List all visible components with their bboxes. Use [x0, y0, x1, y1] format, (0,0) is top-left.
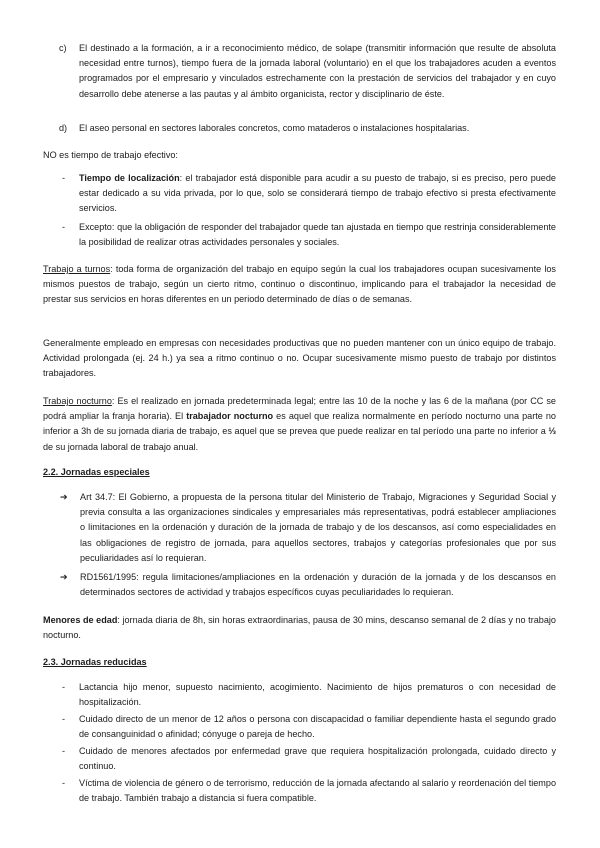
dash-bullet: -: [62, 682, 66, 692]
list-item-text: Art 34.7: El Gobierno, a propuesta de la persona titular del Ministerio de Trabajo, Migraciones y Seguridad Social y previa consulta a las organizaciones sindicales y empresariales más representativas, podrá establecer ampliaciones o limitaciones en la ordenación y duración de la jornada de trabajo y de los descansos, así como especialidades en las obligaciones de registro de jornada, para aquellos sectores, trabajos y categorías profesionales que por sus peculiaridades así lo requieran.: [80, 492, 556, 563]
term-bold: Tiempo de localización: [79, 173, 180, 183]
list-item-text: RD1561/1995: regula limitaciones/ampliaciones en la ordenación y duración de la jornada y de los descansos en determinados sectores de actividad y trabajos específicos cuyas peculiaridades lo requieran.: [80, 572, 556, 598]
arrow-bullet-icon: ➔: [60, 492, 68, 502]
list-item: [43, 712, 556, 742]
list-item-text: Cuidado de menores afectados por enfermedad grave que requiera hospitalización prolongada, cuidado directo y continuo.: [79, 746, 556, 772]
generalmente-paragraph: Generalmente empleado en empresas con necesidades productivas que no pueden mantener con un único equipo de trabajo. Actividad prolongada (ej. 24 h.) ya sea a ritmo continuo o no. Ocupar sucesivamente mismo puesto de trabajo por distintos trabajadores.: [43, 338, 556, 379]
list-item-c: [43, 41, 556, 102]
dash-bullet: -: [62, 714, 66, 724]
list-item-art: [43, 490, 556, 566]
dash-bullet: -: [62, 222, 66, 232]
nocturno-term: Trabajo nocturno: [43, 396, 112, 406]
arrow-bullet-icon: ➔: [60, 572, 68, 582]
dash-bullet: -: [62, 746, 66, 756]
list-item-text: Lactancia hijo menor, supuesto nacimiento, acogimiento. Nacimiento de hijos prematuros o con necesidad de hospitalización.: [79, 682, 556, 708]
list-item-excepto: [43, 220, 556, 250]
dash-bullet: -: [62, 173, 66, 183]
list-item-text: Víctima de violencia de género o de terrorismo, reducción de la jornada afectando al salario y reordenación del tiempo de trabajo. También trabajo a distancia si fuera compatible.: [79, 778, 556, 804]
fraction: ⅓: [548, 426, 556, 437]
nocturno-paragraph: Trabajo nocturno: Es el realizado en jornada predeterminada legal; entre las 10 de la noche y las 6 de la mañana (por CC se podrá ampliar la franja horaria). El trabajador nocturno es aquel que realiza normalmente en período nocturno una parte no inferior a 3h de su jornada diaria de trabajo, es aquel que se prevea que puede realizar en tal período una parte no inferior a ⅓ de su jornada laboral de trabajo anual.: [43, 396, 556, 452]
list-item-text: Tiempo de localización: el trabajador está disponible para acudir a su puesto de trabajo, si es preciso, pero puede estar dedicado a su vida privada, por lo que, solo se considerará tiempo de trabajo efectivo si presta efectivamente servicios.: [79, 173, 556, 214]
turnos-term: Trabajo a turnos: [43, 264, 111, 274]
list-item-text: Excepto: que la obligación de responder del trabajador quede tan ajustada en tiempo que restrinja considerablemente la posibilidad de realizar otras actividades personales y sociales.: [79, 222, 556, 248]
list-item: [43, 776, 556, 806]
list-item-text: El aseo personal en sectores laborales concretos, como mataderos o instalaciones hospitalarias.: [79, 123, 470, 133]
list-marker: c): [59, 43, 67, 53]
menores-term: Menores de edad: [43, 615, 118, 625]
list-item-localizacion: [43, 171, 556, 217]
list-item-text: Cuidado directo de un menor de 12 años o persona con discapacidad o familiar dependiente hasta el segundo grado de consanguinidad o afinidad; cónyuge o pareja de hecho.: [79, 714, 556, 740]
list-item-rd: [43, 570, 556, 600]
list-item-text: El destinado a la formación, a ir a reconocimiento médico, de solape (transmitir información que resulte de absoluta necesidad entre turnos), tiempo fuera de la jornada laboral (voluntario) en el que los trabajadores acuden a eventos programados por el empresario y vinculados estrechamente con la prestación de servicios del trabajador y en cuyo desarrollo debe atenerse a las pautas y al ámbito organicista, rector y disciplinario de éste.: [79, 43, 556, 99]
no-effective-section: [43, 148, 556, 163]
no-effective-heading: NO es tiempo de trabajo efectivo:: [43, 150, 178, 160]
section-heading: 2.3. Jornadas reducidas: [43, 657, 147, 667]
list-item-d: [43, 121, 556, 136]
turnos-paragraph: Trabajo a turnos: toda forma de organización del trabajo en equipo según la cual los trabajadores ocupan sucesivamente los mismos puestos de trabajo, según un cierto ritmo, continuo o discontinuo, implicando para el trabajador la necesidad de prestar sus servicios en horas diferentes en un periodo determinado de días o de semanas.: [43, 264, 556, 305]
reducidas-section: [43, 655, 556, 670]
list-item: [43, 680, 556, 710]
list-item: [43, 744, 556, 774]
menores-paragraph: Menores de edad: jornada diaria de 8h, sin horas extraordinarias, pausa de 30 mins, descanso semanal de 2 días y no trabajo nocturno.: [43, 615, 556, 641]
section-heading: 2.2. Jornadas especiales: [43, 467, 150, 477]
especiales-section: [43, 465, 556, 480]
nocturno-bold: trabajador nocturno: [186, 411, 274, 422]
list-marker: d): [59, 123, 68, 133]
dash-bullet: -: [62, 778, 66, 788]
